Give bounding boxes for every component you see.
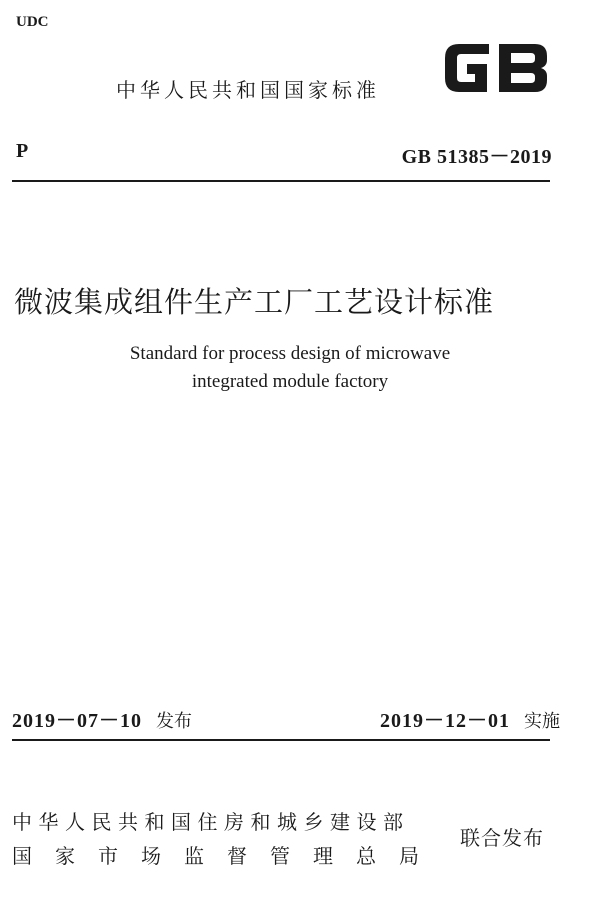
udc-label: UDC [16, 14, 49, 30]
issue-date: 2019－07－10 [12, 710, 142, 732]
national-standard-title: 中华人民共和国国家标准 [116, 78, 380, 102]
gb-logo-b-counter-bottom [511, 73, 535, 83]
standard-title-chinese: 微波集成组件生产工厂工艺设计标准 [14, 285, 495, 319]
classification-code: P [16, 140, 29, 162]
english-title-line-2: integrated module factory [191, 371, 389, 392]
implement-label: 实施 [524, 711, 560, 732]
implement-date-block [380, 704, 560, 733]
implement-date: 2019－12－01 [380, 710, 510, 732]
publisher-administration: 国家市场监督管理总局 [12, 844, 442, 868]
english-title-line-1: Standard for process design of microwave [129, 343, 451, 364]
issue-label: 发布 [156, 711, 192, 732]
gb-logo-svg [441, 38, 553, 98]
joint-issue-label: 联合发布 [460, 826, 544, 850]
standard-number: GB 51385－2019 [401, 146, 552, 168]
gb-logo-icon [441, 38, 553, 98]
bottom-divider [12, 739, 550, 741]
gb-logo-b [499, 44, 547, 92]
standard-title-english [60, 340, 520, 396]
gb-logo-b-counter-top [511, 53, 535, 63]
publisher-ministry: 中华人民共和国住房和城乡建设部 [12, 810, 410, 834]
gb-logo-g [445, 44, 489, 92]
top-divider [12, 180, 550, 182]
issue-date-block [12, 704, 192, 733]
